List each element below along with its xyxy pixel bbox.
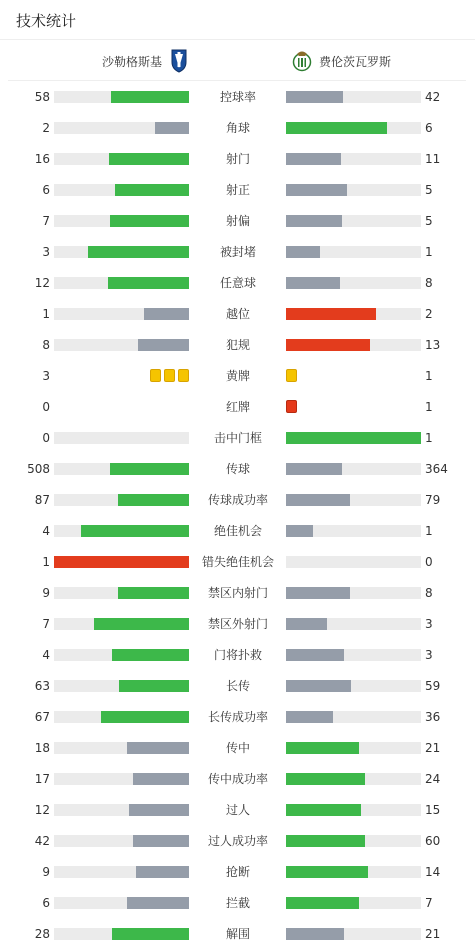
away-value: 0 [425, 555, 433, 569]
yellow-card-icon [150, 369, 161, 382]
stat-row [0, 546, 475, 577]
stat-label: 射正 [225, 183, 250, 197]
stat-row [0, 670, 475, 701]
home-value: 4 [42, 648, 50, 662]
stat-row [0, 825, 475, 856]
away-bar-fill [286, 742, 359, 754]
away-bar-track [286, 773, 421, 785]
home-value: 87 [34, 493, 50, 507]
home-yellow-cards [150, 369, 189, 382]
away-bar-fill [286, 897, 359, 909]
stat-label: 传球成功率 [207, 493, 268, 507]
away-bar-fill [286, 494, 350, 506]
home-value: 2 [42, 121, 50, 135]
home-value: 17 [34, 772, 50, 786]
stat-row [0, 267, 475, 298]
home-bar-fill [111, 91, 189, 103]
home-bar-fill [144, 308, 189, 320]
away-bar-track [286, 277, 421, 289]
stat-label: 传球 [225, 462, 250, 476]
stat-label: 黄牌 [225, 369, 250, 383]
header-bar [0, 0, 475, 40]
home-team[interactable] [102, 41, 189, 81]
stat-label: 角球 [225, 121, 250, 135]
away-value: 15 [425, 803, 441, 817]
stat-label: 被封堵 [219, 245, 256, 259]
home-value: 63 [34, 679, 50, 693]
home-value: 3 [42, 369, 50, 383]
away-value: 1 [425, 369, 433, 383]
home-bar-fill [110, 215, 189, 227]
home-bar-fill [54, 556, 189, 568]
away-bar-track [286, 556, 421, 568]
away-bar-track [286, 649, 421, 661]
away-value: 8 [425, 276, 433, 290]
stat-label: 控球率 [219, 90, 256, 104]
red-card-icon [286, 400, 297, 413]
away-bar-fill [286, 618, 327, 630]
away-bar-track [286, 928, 421, 940]
home-bar-fill [109, 153, 189, 165]
stat-label: 错失绝佳机会 [201, 555, 274, 569]
away-bar-fill [286, 680, 351, 692]
away-value: 13 [425, 338, 441, 352]
away-value: 7 [425, 896, 433, 910]
home-bar-fill [115, 184, 189, 196]
home-value: 1 [42, 307, 50, 321]
stat-row [0, 205, 475, 236]
away-value: 1 [425, 431, 433, 445]
stat-label: 过人 [225, 803, 250, 817]
stat-row [0, 360, 475, 391]
away-bar-track [286, 804, 421, 816]
stat-label: 射偏 [225, 214, 250, 228]
away-bar-fill [286, 587, 350, 599]
home-bar-fill [112, 649, 189, 661]
away-value: 36 [425, 710, 441, 724]
stat-row [0, 608, 475, 639]
stat-label: 长传 [225, 679, 250, 693]
away-bar-track [286, 494, 421, 506]
home-bar-track [54, 277, 189, 289]
away-bar-fill [286, 928, 344, 940]
home-bar-track [54, 556, 189, 568]
home-bar-fill [110, 463, 189, 475]
away-bar-track [286, 835, 421, 847]
stat-row [0, 391, 475, 422]
home-value: 16 [34, 152, 50, 166]
home-value: 42 [34, 834, 50, 848]
home-bar-track [54, 866, 189, 878]
stat-row [0, 887, 475, 918]
away-value: 5 [425, 214, 433, 228]
stat-row [0, 577, 475, 608]
away-bar-fill [286, 525, 313, 537]
away-bar-fill [286, 91, 343, 103]
away-bar-fill [286, 122, 387, 134]
stat-label: 禁区内射门 [207, 586, 268, 600]
stat-row [0, 143, 475, 174]
home-bar-fill [112, 928, 189, 940]
home-value: 508 [27, 462, 50, 476]
home-bar-track [54, 122, 189, 134]
home-value: 6 [42, 183, 50, 197]
home-bar-track [54, 184, 189, 196]
home-value: 7 [42, 214, 50, 228]
home-bar-track [54, 928, 189, 940]
stat-row [0, 112, 475, 143]
home-bar-track [54, 463, 189, 475]
away-bar-track [286, 215, 421, 227]
away-value: 1 [425, 245, 433, 259]
stat-label: 传中成功率 [207, 772, 268, 786]
stat-label: 射门 [225, 152, 250, 166]
away-value: 5 [425, 183, 433, 197]
away-value: 14 [425, 865, 441, 879]
away-bar-track [286, 525, 421, 537]
ferencvaros-eagle-crest-icon [292, 48, 312, 74]
home-value: 12 [34, 276, 50, 290]
stat-label: 越位 [225, 307, 250, 321]
home-value: 0 [42, 400, 50, 414]
away-bar-track [286, 463, 421, 475]
szeged-shield-crest-icon [169, 48, 189, 74]
away-value: 8 [425, 586, 433, 600]
stat-label: 拦截 [225, 896, 250, 910]
stat-row [0, 701, 475, 732]
stat-label: 传中 [225, 741, 250, 755]
home-value: 67 [34, 710, 50, 724]
away-bar-fill [286, 711, 333, 723]
away-bar-track [286, 184, 421, 196]
home-bar-fill [108, 277, 189, 289]
stat-row [0, 856, 475, 887]
away-bar-fill [286, 649, 344, 661]
away-value: 21 [425, 927, 441, 941]
away-bar-track [286, 246, 421, 258]
home-bar-track [54, 773, 189, 785]
home-bar-track [54, 153, 189, 165]
away-value: 1 [425, 524, 433, 538]
stat-row [0, 174, 475, 205]
stat-row [0, 918, 475, 949]
away-value: 79 [425, 493, 441, 507]
stat-label: 红牌 [225, 400, 250, 414]
away-value: 1 [425, 400, 433, 414]
home-value: 9 [42, 586, 50, 600]
home-bar-track [54, 804, 189, 816]
away-bar-track [286, 711, 421, 723]
away-value: 364 [425, 462, 448, 476]
stat-row [0, 794, 475, 825]
home-bar-fill [127, 897, 189, 909]
home-value: 18 [34, 741, 50, 755]
away-bar-track [286, 742, 421, 754]
stat-row [0, 639, 475, 670]
stat-row [0, 422, 475, 453]
home-bar-fill [138, 339, 189, 351]
away-team[interactable] [292, 41, 391, 81]
away-value: 60 [425, 834, 441, 848]
home-bar-fill [127, 742, 189, 754]
stat-label: 过人成功率 [207, 834, 268, 848]
away-bar-track [286, 680, 421, 692]
stat-label: 解围 [225, 927, 250, 941]
home-value: 8 [42, 338, 50, 352]
home-value: 7 [42, 617, 50, 631]
away-value: 3 [425, 648, 433, 662]
away-bar-fill [286, 215, 342, 227]
away-bar-track [286, 897, 421, 909]
away-bar-fill [286, 277, 340, 289]
away-bar-fill [286, 773, 365, 785]
away-bar-track [286, 308, 421, 320]
stat-row [0, 329, 475, 360]
home-value: 12 [34, 803, 50, 817]
home-value: 28 [34, 927, 50, 941]
away-bar-fill [286, 835, 365, 847]
away-yellow-cards [286, 369, 297, 382]
page-title: 技术统计 [16, 12, 77, 30]
away-bar-track [286, 618, 421, 630]
home-value: 4 [42, 524, 50, 538]
home-team-name: 沙勒格斯基 [102, 54, 163, 69]
away-team-name: 费伦茨瓦罗斯 [319, 54, 392, 69]
away-bar-track [286, 122, 421, 134]
home-bar-track [54, 246, 189, 258]
away-bar-track [286, 432, 421, 444]
home-bar-fill [94, 618, 189, 630]
away-bar-fill [286, 184, 347, 196]
stat-row [0, 298, 475, 329]
away-bar-fill [286, 463, 342, 475]
home-bar-fill [155, 122, 189, 134]
home-value: 6 [42, 896, 50, 910]
home-bar-fill [133, 835, 189, 847]
stat-label: 禁区外射门 [207, 617, 268, 631]
stat-row [0, 763, 475, 794]
home-bar-fill [129, 804, 189, 816]
away-bar-track [286, 866, 421, 878]
home-value: 9 [42, 865, 50, 879]
home-bar-fill [81, 525, 189, 537]
away-value: 3 [425, 617, 433, 631]
stat-row [0, 732, 475, 763]
stat-label: 绝佳机会 [213, 524, 262, 538]
stat-row [0, 236, 475, 267]
away-bar-fill [286, 339, 370, 351]
home-bar-track [54, 339, 189, 351]
away-bar-fill [286, 308, 376, 320]
home-value: 0 [42, 431, 50, 445]
home-bar-fill [133, 773, 189, 785]
home-value: 58 [34, 90, 50, 104]
stat-row [0, 453, 475, 484]
home-bar-track [54, 432, 189, 444]
away-value: 21 [425, 741, 441, 755]
away-value: 11 [425, 152, 441, 166]
stat-row [0, 515, 475, 546]
yellow-card-icon [178, 369, 189, 382]
away-bar-fill [286, 246, 320, 258]
stat-label: 长传成功率 [207, 710, 268, 724]
home-bar-fill [119, 680, 189, 692]
home-value: 3 [42, 245, 50, 259]
home-bar-track [54, 308, 189, 320]
away-bar-track [286, 153, 421, 165]
away-bar-track [286, 587, 421, 599]
stat-label: 门将扑救 [213, 648, 262, 662]
home-bar-track [54, 742, 189, 754]
stat-row [0, 484, 475, 515]
away-value: 42 [425, 90, 441, 104]
home-bar-fill [118, 587, 189, 599]
yellow-card-icon [286, 369, 297, 382]
home-bar-fill [118, 494, 189, 506]
stat-label: 抢断 [225, 865, 250, 879]
away-bar-fill [286, 866, 368, 878]
home-bar-fill [101, 711, 189, 723]
teams-header [8, 41, 466, 81]
home-bar-track [54, 897, 189, 909]
home-bar-track [54, 494, 189, 506]
home-bar-track [54, 618, 189, 630]
away-value: 24 [425, 772, 441, 786]
home-bar-track [54, 680, 189, 692]
stat-label: 犯规 [225, 338, 250, 352]
away-bar-fill [286, 153, 341, 165]
away-bar-fill [286, 432, 421, 444]
away-bar-fill [286, 804, 361, 816]
away-red-cards [286, 400, 297, 413]
home-bar-track [54, 649, 189, 661]
stat-label: 击中门框 [213, 431, 262, 445]
home-bar-track [54, 835, 189, 847]
away-bar-track [286, 339, 421, 351]
away-bar-track [286, 91, 421, 103]
home-bar-track [54, 587, 189, 599]
home-bar-track [54, 711, 189, 723]
home-bar-track [54, 91, 189, 103]
home-value: 1 [42, 555, 50, 569]
away-value: 6 [425, 121, 433, 135]
home-bar-fill [136, 866, 189, 878]
home-bar-track [54, 525, 189, 537]
home-bar-track [54, 215, 189, 227]
stat-label: 任意球 [219, 276, 256, 290]
away-value: 59 [425, 679, 441, 693]
home-bar-fill [88, 246, 189, 258]
away-value: 2 [425, 307, 433, 321]
stat-row [0, 81, 475, 112]
yellow-card-icon [164, 369, 175, 382]
